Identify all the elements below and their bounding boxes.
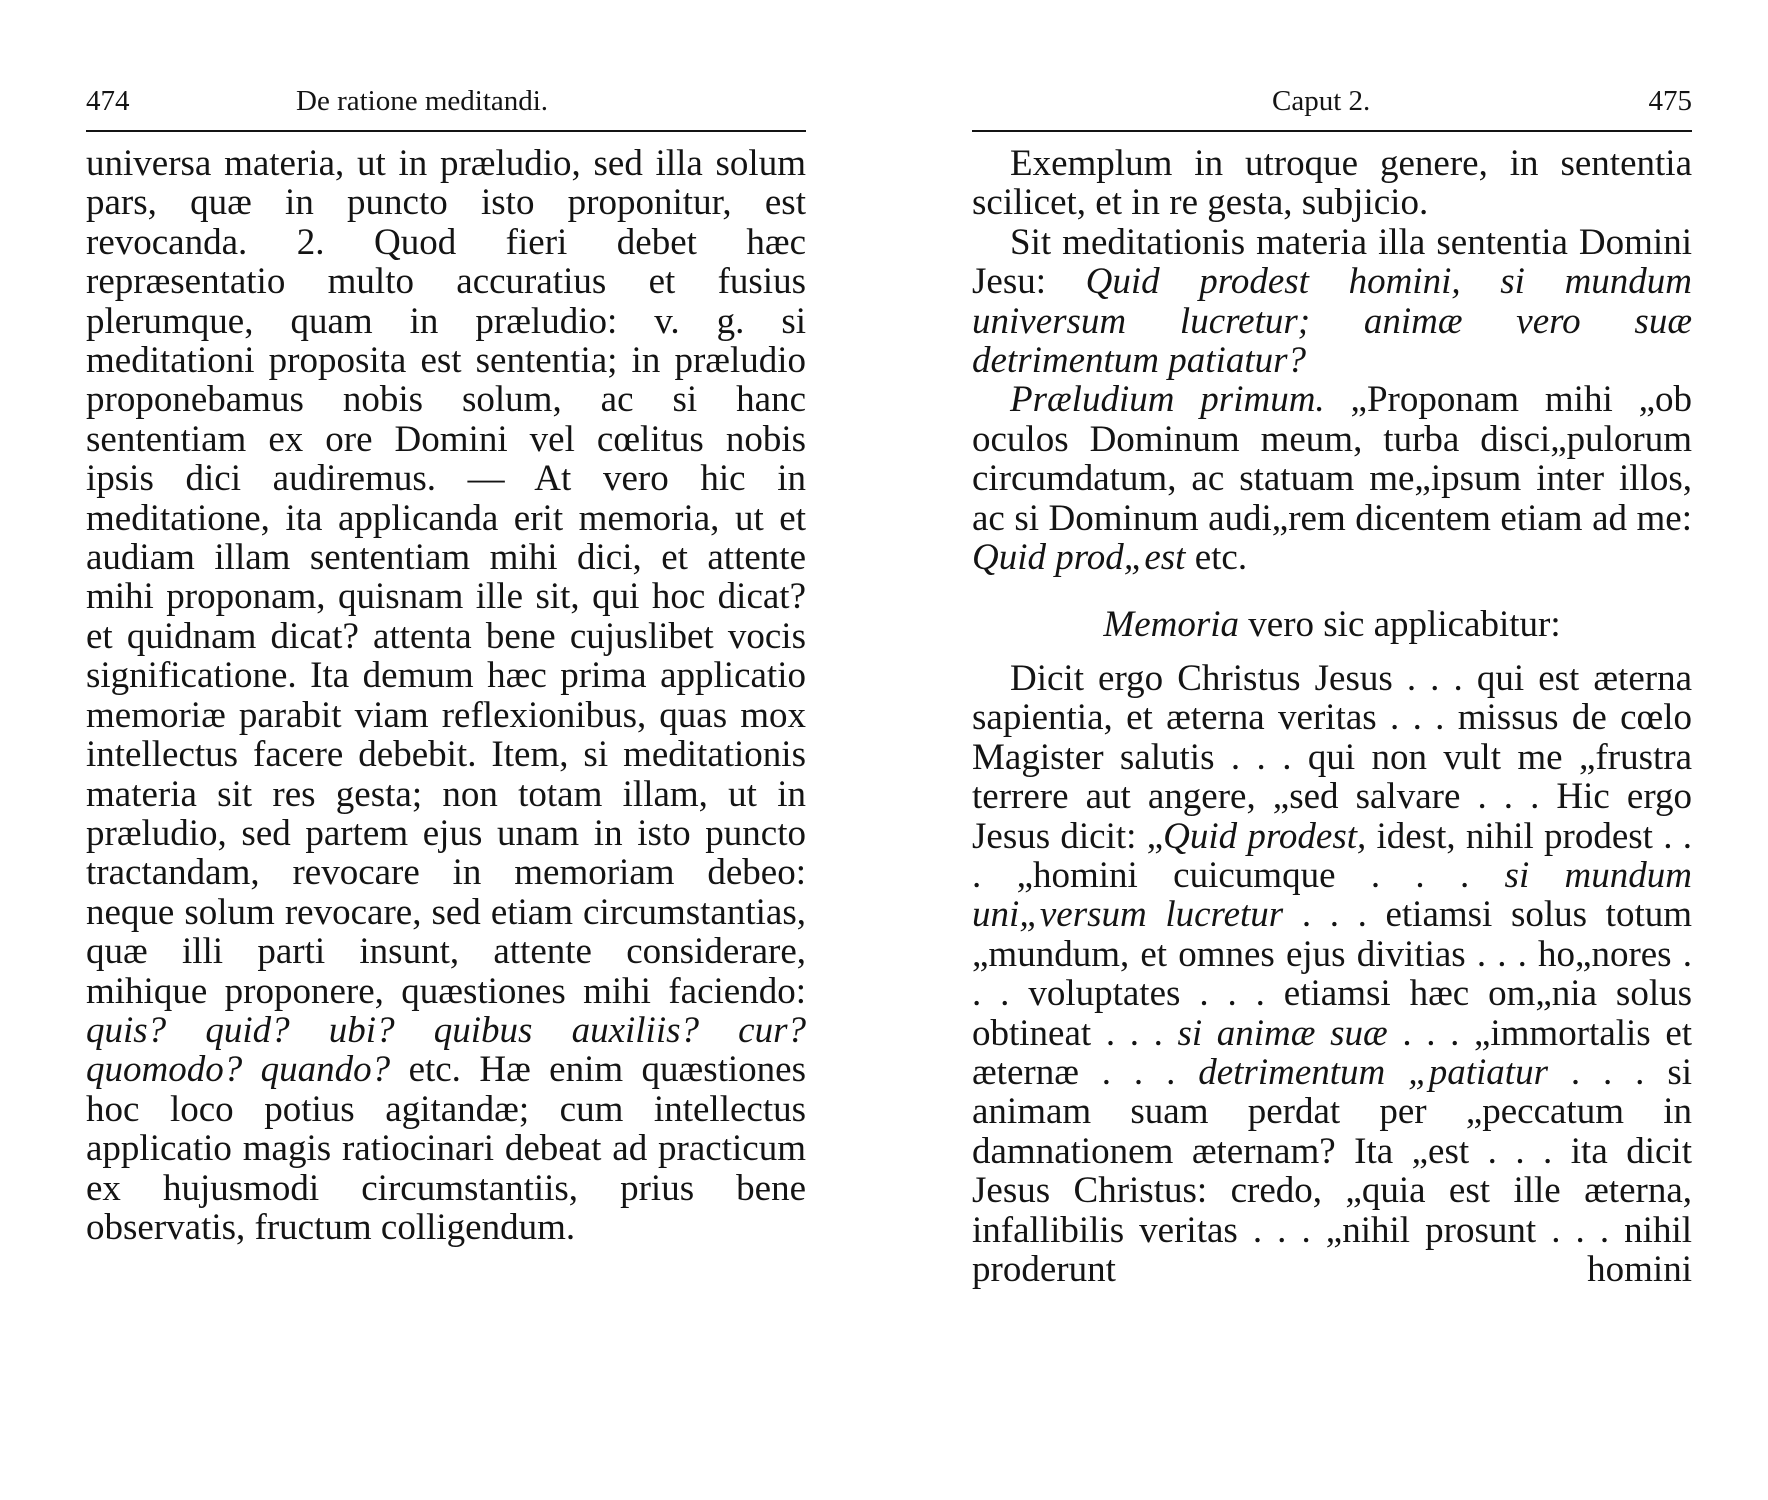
left-italic-questions: quis? quid? ubi? quibus auxiliis? cur? quomodo? quando? [86,1009,806,1091]
right-paragraph-2 [972,223,1692,381]
right-p3-label: Præludium primum. [1010,379,1325,421]
right-paragraph-3 [972,380,1692,577]
right-paragraph-4 [972,659,1692,1290]
right-header-rule [972,130,1692,132]
left-running-title: De ratione meditandi. [296,85,549,117]
right-memoria-heading [972,605,1692,644]
right-p4-i1: Quid prodest, [1163,815,1367,857]
right-p4-i4: detrimentum „patiatur [1198,1051,1548,1093]
right-p4-i2: si mundum uni„versum lucretur [972,854,1692,936]
right-memoria-text: vero sic applicabitur: [1248,604,1561,646]
right-page-number: 475 [1648,85,1692,117]
right-running-title: Caput 2. [1272,85,1371,117]
right-p4-d: . . . „immortalis et æternæ . . . [972,1012,1693,1093]
right-body-text [972,144,1692,1289]
left-text: universa materia, ut in præludio, sed illa solum pars, quæ in puncto isto proponitur, est revocanda. 2. Quod fieri debet hæc repræsentatio multo accuratius et fusius plerumque, quam in præludio: v. g. si meditationi proposita est sententia; in præludio proponebamus nobis solum, ac si hanc sententiam ex ore Domini vel cœlitus nobis ipsis dici audiremus. — At vero hic in meditatione, ita applicanda erit memoria, ut et audiam illam sententiam mihi dici, et attente mihi proponam, quisnam ille sit, qui hoc dicat? et quidnam dicat? attenta bene cujuslibet vocis significatione. Ita demum hæc prima applicatio memoriæ parabit viam reflexionibus, quas mox intellectus facere debebit. Item, si meditationis materia sit res gesta; non totam illam, ut in præludio, sed partem ejus unam in isto puncto tractandam, revocare in memoriam debeo: neque solum revocare, sed etiam circumstantias, quæ illi parti insunt, attente considerare, mihique proponere, quæstiones mihi faciendo: [86,143,806,1012]
right-p4-c: . . . etiamsi solus totum „mundum, et omnes ejus divitias . . . ho„nores . . . voluptates . . . etiamsi hæc om„nia solus obtineat . . . [972,894,1693,1054]
right-p4-i3: si animæ suæ [1177,1012,1388,1054]
left-header-rule [86,130,806,132]
left-body-text [86,144,806,1247]
left-running-head [86,78,806,124]
left-paragraph [86,144,806,1247]
right-p3-tail: etc. [1194,537,1248,579]
right-running-head [972,78,1692,124]
right-paragraph-1: Exemplum in utroque genere, in sententia scilicet, et in re gesta, subjicio. [972,143,1692,224]
right-memoria-label: Memoria [1103,604,1240,646]
left-page [86,78,806,1247]
right-p3-text: „Proponam mihi „ob oculos Dominum meum, turba disci„pulorum circumdatum, ac statuam me„ipsum inter illos, ac si Dominum audi„rem dicentem etiam ad me: [972,379,1692,539]
right-page [972,78,1692,1289]
right-p4-a: Dicit ergo Christus Jesus . . . qui est æterna sapientia, et æterna veritas . . . missus de cœlo Magister salutis . . . qui non vult me „frustra terrere aut angere, „sed salvare . . . Hic ergo Jesus dicit: „ [972,657,1692,857]
right-p4-b: idest, nihil prodest . . . „homini cuicumque . . . [972,815,1692,896]
right-p2-lead: Sit meditationis materia illa sententia Domini Jesu: [972,221,1692,303]
right-p3-quote: Quid prod„est [972,537,1186,579]
left-text-tail: etc. Hæ enim quæstiones hoc loco potius agitandæ; cum intellectus applicatio magis ratiocinari debeat ad practicum ex hujusmodi circumstantiis, prius bene observatis, fructum colligendum. [86,1049,807,1248]
left-page-number: 474 [86,85,130,117]
right-p4-e: . . . si animam suam perdat per „peccatum in damnationem æternam? Ita „est . . . ita dicit Jesus Christus: credo, „quia est ille æterna, infallibilis veritas . . . „nihil prosunt . . . nihil proderunt homini [972,1051,1693,1290]
right-p2-quote: Quid prodest homini, si mundum universum lucretur; animæ vero suæ detrimentum patiatur? [972,261,1693,382]
